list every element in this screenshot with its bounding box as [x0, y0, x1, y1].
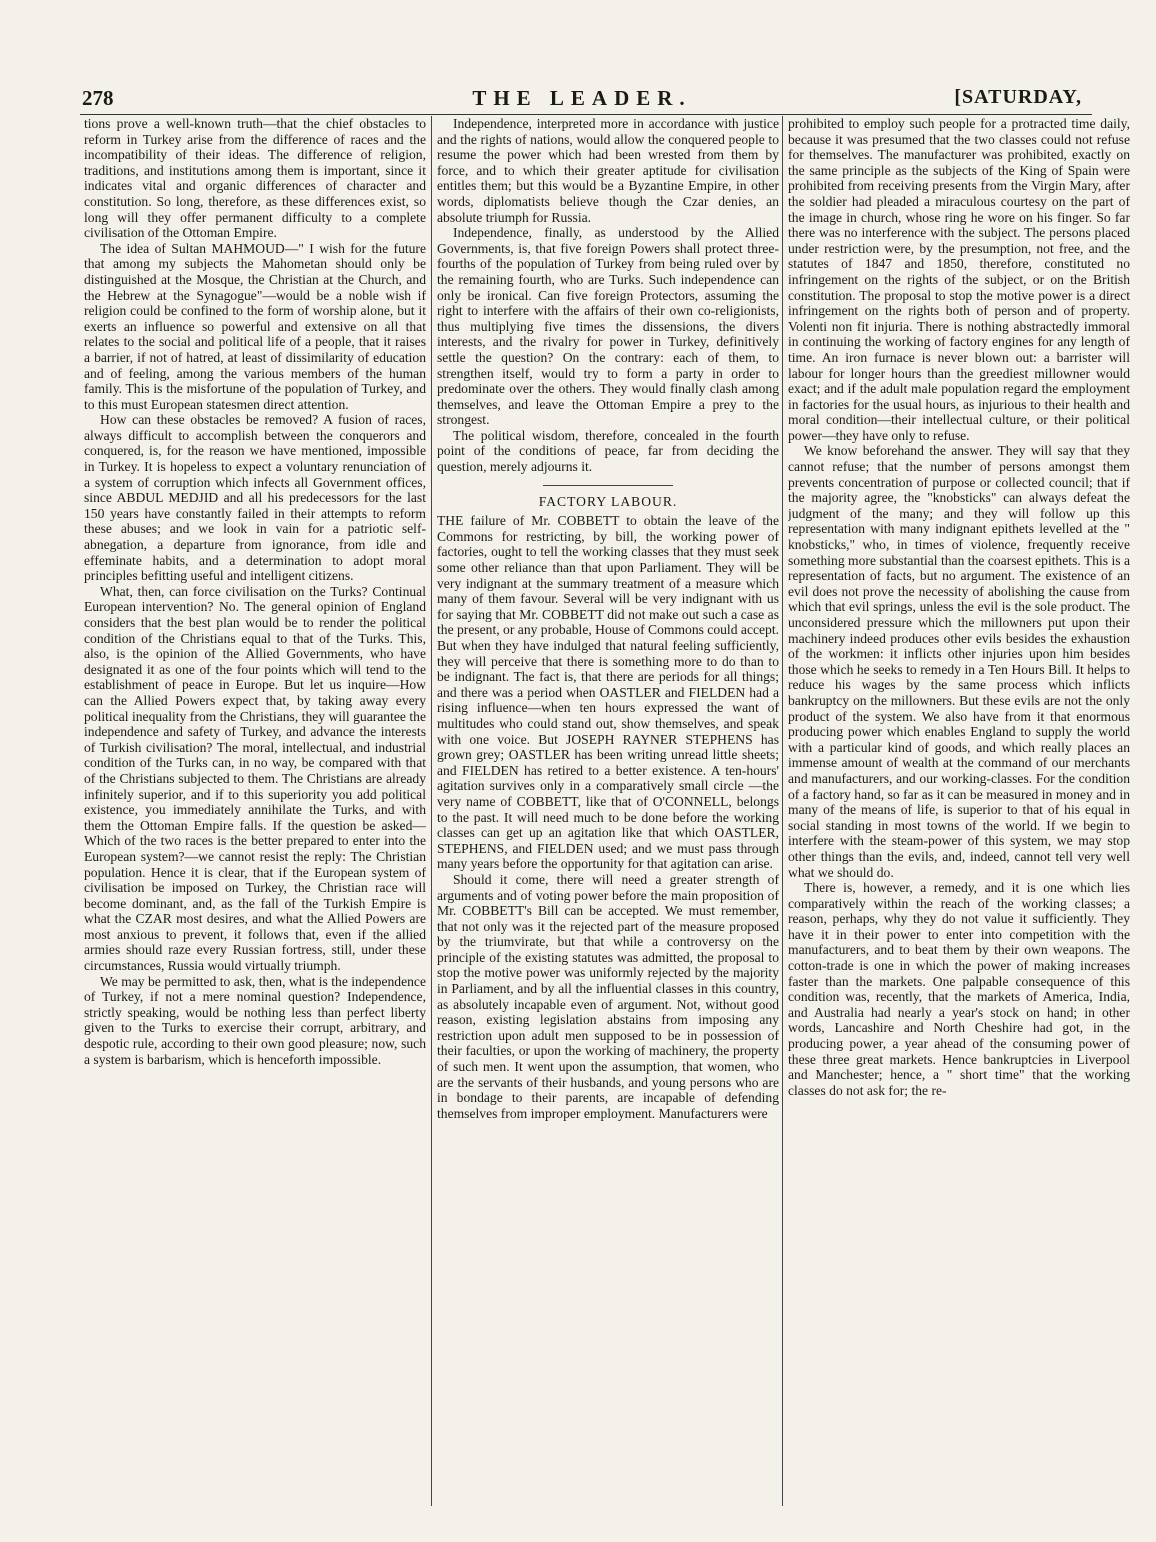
column-divider	[782, 116, 783, 1506]
paragraph: Independence, finally, as understood by the Allied Governments, is, that five foreign Powers shall protect three-fourths of the population of Turkey from being ruled over by the remaining fourth, who are Turks. Such independence can only be ironical. Can five foreign Protectors, assuming the right to interfere with the affairs of their own co-religionists, thus multiplying five times the dissensions, the divers interests, and the rivalry for power in Turkey, definitively settle the question? On the contrary: each of them, to strengthen itself, would try to form a party in order to predominate over the others. They would finally clash among themselves, and leave the Ottoman Empire a prey to the strongest.	[437, 225, 779, 428]
section-title: FACTORY LABOUR.	[538, 493, 678, 509]
paragraph: The political wisdom, therefore, concealed in the fourth point of the conditions of peace, far from deciding the question, merely adjourns it.	[437, 427, 779, 475]
column-3	[788, 116, 1130, 1506]
paragraph: There is, however, a remedy, and it is one which lies comparatively within the reach of the working classes; a reason, perhaps, why they do not value it sufficiently. They have it in their power to enter into competition with the manufacturers, and to beat them by their own weapons. The cotton-trade is one in which the power of making increases faster than the markets. One palpable consequence of this condition was, recently, that the markets of America, India, and Australia had nearly a year's stock on hand; in other words, Lancashire and North Cheshire had got, in the producing power, a year ahead of the consuming power of these three great markets. Hence bankruptcies in Liverpool and Manchester; hence, a " short time" that the working classes do not ask for; the re-	[788, 880, 1130, 1098]
masthead-title: THE LEADER.	[472, 86, 692, 110]
paragraph: We know beforehand the answer. They will say that they cannot refuse; that the number of persons amongst them prevents concentration of purpose or collected council; that if the majority agree, the "knobsticks" can always defeat the judgment of the many; and they will follow up this representation with many indignant epithets levelled at the " knobsticks," who, in times of violence, frequently receive something more substantial than the coarsest epithets. This is a representation of facts, but no argument. The existence of an evil does not prove the necessity of abolishing the cause from which that evil springs, unless the evil is the sole product. The unconsidered pressure which the millowners put upon their machinery indeed produces other evils besides the exhaustion of the workmen: it inflicts other injuries upon him besides those which he seeks to remedy in a Ten Hours Bill. It helps to reduce his wages by the same process which inflicts bankruptcy on the millowners. But these evils are not the only product of the system. We also have from it that enormous producing power which enables England to supply the world with a particular kind of goods, and which really places an immense amount of wealth at the command of our merchants and manufacturers, and our working-classes. For the condition of a factory hand, so far as it can be measured in money and in many of the means of life, is superior to that of his equal in social standing in most towns of the world. If we begin to interfere with the steam-power of this system, we may stop other things than the evils, and, indeed, cannot tell very well what we should do.	[788, 443, 1130, 880]
paragraph: prohibited to employ such people for a protracted time daily, because it was presumed that the two classes could not refuse for themselves. The manufacturer was prohibited, exactly on the same principle as the subjects of the King of Spain were prohibited from receiving presents from the Virgin Mary, after the soldier had pleaded a miraculous courtesy on the part of the image in church, whose ring he wore on his finger. So far there was no interference with the subject. The persons placed under restriction were, by the presumption, not free, and the statutes of 1847 and 1850, therefore, constituted no infringement on the rights of the subject, or on the British constitution. The proposal to stop the motive power is a direct infringement on the rights both of person and of property. Volenti non fit injuria. There is nothing abstractedly immoral in continuing the working of factory engines for any length of time. An iron furnace is never blown out: a barrister will labour for longer hours than the greediest millowner would exact; and if the adult male population regard the employment in factories for the usual hours, as injurious to their health and moral condition—their intellectual culture, or their political power—they have only to refuse.	[788, 116, 1130, 443]
header-day: [SATURDAY,	[954, 86, 1082, 108]
column-divider	[431, 116, 432, 1506]
column-1	[84, 116, 426, 1506]
paragraph: Independence, interpreted more in accordance with justice and the rights of nations, would allow the conquered people to resume the power which had been wrested from them by force, and to which their greater aptitude for civilisation entitles them; but this would be a Byzantine Empire, in other words, diplomatists believe though the Czar denies, an absolute triumph for Russia.	[437, 116, 779, 225]
section-divider	[543, 485, 673, 486]
header-rule	[80, 114, 1092, 115]
page-header	[82, 86, 1082, 112]
column-2	[437, 116, 779, 1506]
paragraph: tions prove a well-known truth—that the chief obstacles to reform in Turkey arise from the difference of races and the incompatibility of their ideas. The difference of religion, traditions, and institutions among them is important, since it indicates vital and organic differences of character and constitution. So long, therefore, as these differences exist, so long will they offer permanent difficulty to a complete civilisation of the Ottoman Empire.	[84, 116, 426, 241]
paragraph: How can these obstacles be removed? A fusion of races, always difficult to accomplish between the conquerors and conquered, is, for the reason we have mentioned, impossible in Turkey. It is hopeless to expect a voluntary renunciation of a system of corruption which infects all Government offices, since ABDUL MEDJID and all his predecessors for the last 150 years have constantly failed in their attempts to reform these abuses; and we look in vain for a patriotic self-abnegation, a departure from ignorance, from idle and effeminate habits, and a determination to adopt moral principles befitting useful and intelligent citizens.	[84, 412, 426, 584]
paragraph: The idea of Sultan MAHMOUD—" I wish for the future that among my subjects the Mahometan should only be distinguished at the Mosque, the Christian at the Church, and the Hebrew at the Synagogue"—would be a noble wish if religion could be confined to the form of worship alone, but it exerts an influence so powerful and extensive on all that relates to the social and political life of a people, that it raises a barrier, if not of hatred, at least of dissimilarity of education and of feeling, among the various members of the human family. This is the misfortune of the population of Turkey, and to this must European statesmen direct attention.	[84, 240, 426, 412]
paragraph: We may be permitted to ask, then, what is the independence of Turkey, if not a mere nominal question? Independence, strictly speaking, would be nothing less than perfect liberty given to the Turks to exercise their corrupt, arbitrary, and despotic rule, according to their own good pleasure; now, such a system is barbarism, which is henceforth impossible.	[84, 973, 426, 1067]
paragraph: THE failure of Mr. COBBETT to obtain the leave of the Commons for restricting, by bill, the working power of factories, ought to tell the working classes that they must seek some other reliance than that upon Parliament. They will be very indignant at the summary treatment of a measure which many of them favour. Several will be very indignant with us for saying that Mr. COBBETT did not make out such a case as the present, or any probable, House of Commons could accept. But when they have indulged that natural feeling sufficiently, they will perceive that there is something more to do than to be indignant. The fact is, that there are periods for all things; and there was a period when OASTLER and FIELDEN had a rising influence—when ten hours expressed the want of multitudes who could stand out, show themselves, and speak with one voice. But JOSEPH RAYNER STEPHENS has grown grey; OASTLER has been writing unread little sheets; and FIELDEN has retired to a better existence. A ten-hours' agitation survives only in a comparatively small circle —the very name of COBBETT, like that of O'CONNELL, belongs to the past. It will need much to be done before the working classes can get up an agitation like that which OASTLER, STEPHENS, and FIELDEN used; and we must pass through many years before the opportunity for that agitation can arise.	[437, 513, 779, 872]
page-number: 278	[82, 86, 114, 110]
paragraph: Should it come, there will need a greater strength of arguments and of voting power before the main proposition of Mr. COBBETT's Bill can be accepted. We must remember, that not only was it the rejected part of the measure proposed by the triumvirate, but that while a controversy on the principle of the existing statutes was admitted, the proposal to stop the motive power was uniformly rejected by the majority in Parliament, and by all the influential classes in this country, as absolutely incapable even of argument. Not, without good reason, existing legislation abstains from imposing any restriction upon adult men supposed to be in possession of their faculties, or upon the working of machinery, the property of such men. It went upon the assumption, that women, who are the servants of their husbands, and young persons who are in bondage to their parents, are incapable of defending themselves from improper employment. Manufacturers were	[437, 871, 779, 1121]
paragraph: What, then, can force civilisation on the Turks? Continual European intervention? No. The general opinion of England considers that the best plan would be to render the political condition of the Christians equal to that of the Turks. This, also, is the opinion of the Allied Governments, who have designated it as one of the four points which will tend to the establishment of peace in Europe. But let us inquire—How can the Allied Powers expect that, by taking away every political inequality from the Christians, they will guarantee the independence and safety of Turkey, and advance the interests of Turkish civilisation? The moral, intellectual, and industrial condition of the Turks can, in no way, be compared with that of the Christians subjected to them. The Christians are already infinitely superior, and if to this superiority you add political existence, you immediately annihilate the Turks, and with them the Ottoman Empire falls. If the question be asked—Which of the two races is the better prepared to enter into the European system?—we cannot resist the reply: The Christian population. Hence it is clear, that if the European system of civilisation be imposed on Turkey, the Christian race will become dominant, and, as the fall of the Turkish Empire is what the CZAR most desires, and what the Allied Powers are most anxious to prevent, it follows that, even if the allied armies should raze every Russian fortress, still, under these circumstances, Russia would virtually triumph.	[84, 583, 426, 974]
